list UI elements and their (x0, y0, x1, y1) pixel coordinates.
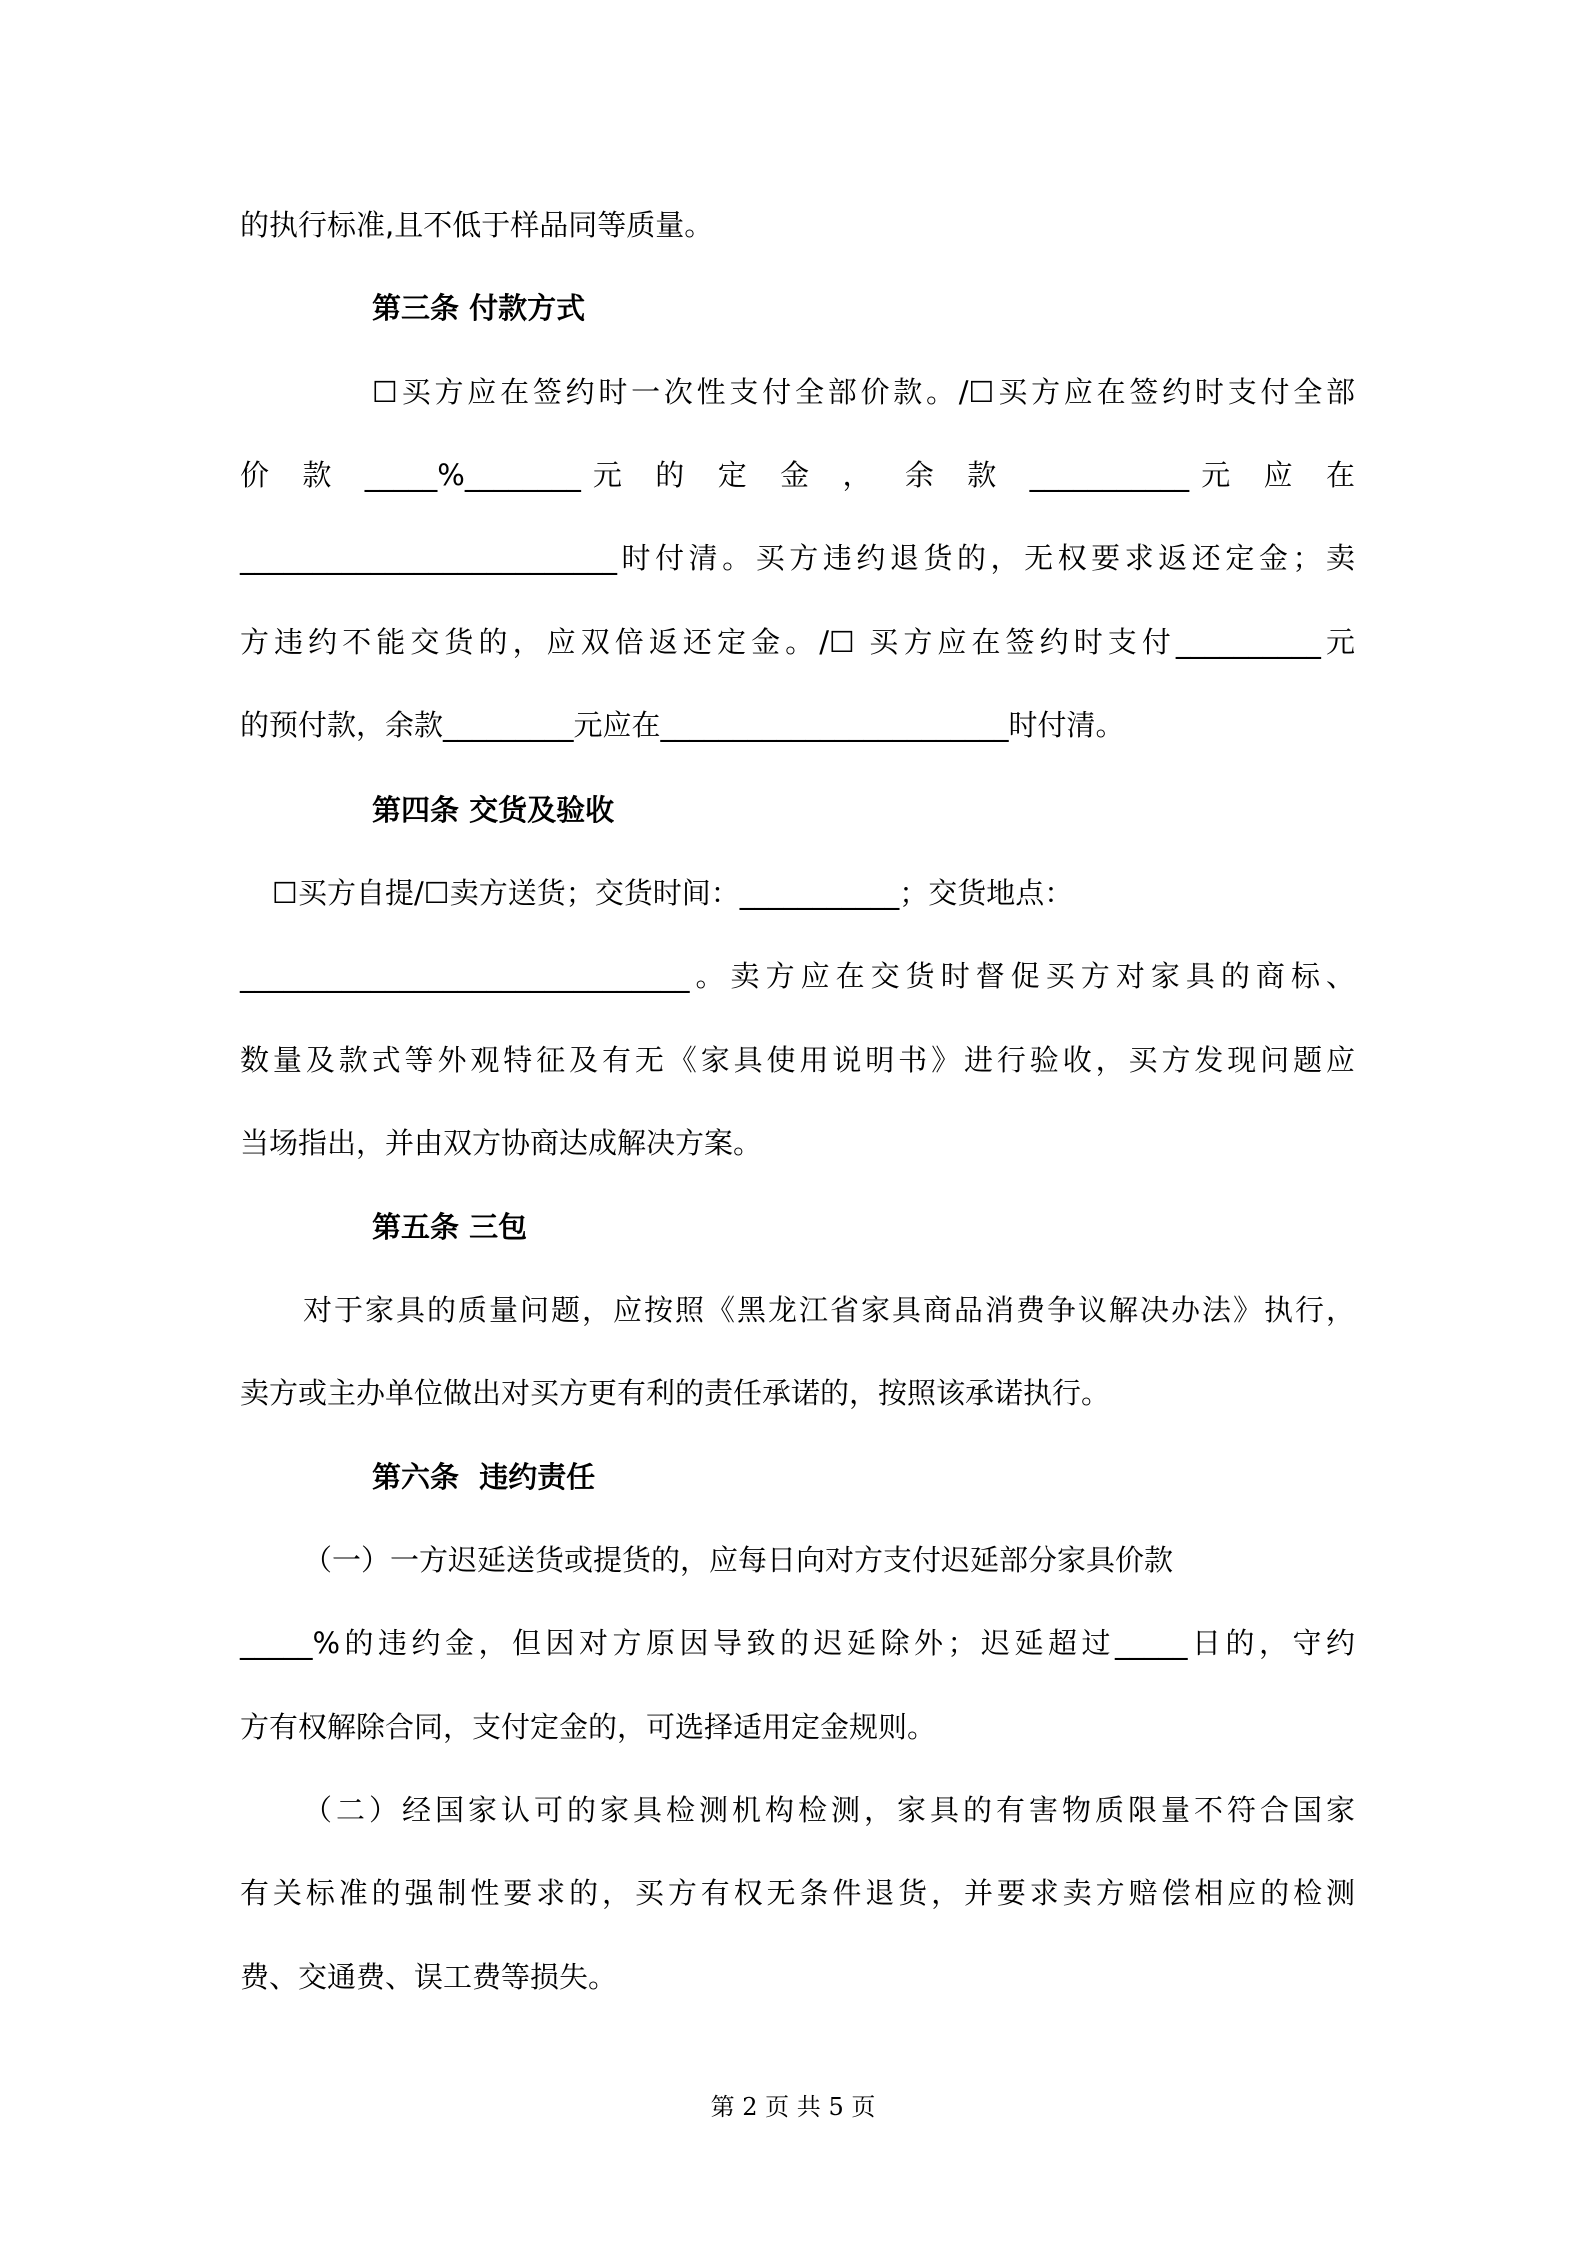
paragraph-line: 对于家具的质量问题，应按照《黑龙江省家具商品消费争议解决办法》执行， (303, 1293, 1355, 1327)
paragraph-line: 方违约不能交货的，应双倍返还定金。/☐ 买方应在签约时支付__________元 (240, 625, 1355, 659)
paragraph-line: （一）一方迟延送货或提货的，应每日向对方支付迟延部分家具价款 (303, 1543, 1174, 1577)
article-6-heading: 第六条 违约责任 (372, 1460, 596, 1494)
paragraph-line: 当场指出，并由双方协商达成解决方案。 (240, 1126, 763, 1160)
paragraph-line: ☐买方应在签约时一次性支付全部价款。/☐买方应在签约时支付全部 (372, 375, 1355, 409)
paragraph-line: 费、交通费、误工费等损失。 (240, 1960, 618, 1994)
paragraph-line: 有关标准的强制性要求的，买方有权无条件退货，并要求卖方赔偿相应的检测 (240, 1876, 1355, 1910)
paragraph-line: 价 款 _____%________元 的 定 金 ， 余 款 ___________元 应 在 (240, 458, 1355, 492)
paragraph-line: _____%的违约金，但因对方原因导致的迟延除外；迟延超过_____日的，守约 (240, 1626, 1355, 1660)
paragraph-line: 的预付款，余款_________元应在________________________时付清。 (240, 708, 1125, 742)
paragraph-line: _______________________________。卖方应在交货时督促买方对家具的商标、 (240, 959, 1355, 993)
paragraph-line: ☐买方自提/☐卖方送货；交货时间：___________；交货地点： (272, 876, 1074, 910)
page-number-footer: 第 2 页 共 5 页 (710, 2093, 876, 2121)
paragraph-line: （二）经国家认可的家具检测机构检测，家具的有害物质限量不符合国家 (303, 1793, 1355, 1827)
paragraph-line: 方有权解除合同，支付定金的，可选择适用定金规则。 (240, 1710, 937, 1744)
paragraph-line: 数量及款式等外观特征及有无《家具使用说明书》进行验收，买方发现问题应 (240, 1043, 1355, 1077)
paragraph-line: __________________________时付清。买方违约退货的，无权要求返还定金；卖 (240, 541, 1355, 575)
article-5-heading: 第五条 三包 (372, 1210, 528, 1244)
paragraph-line: 的执行标准,且不低于样品同等质量。 (240, 208, 714, 242)
paragraph-line: 卖方或主办单位做出对买方更有利的责任承诺的，按照该承诺执行。 (240, 1376, 1111, 1410)
article-3-heading: 第三条 付款方式 (372, 291, 586, 325)
article-4-heading: 第四条 交货及验收 (372, 793, 615, 827)
